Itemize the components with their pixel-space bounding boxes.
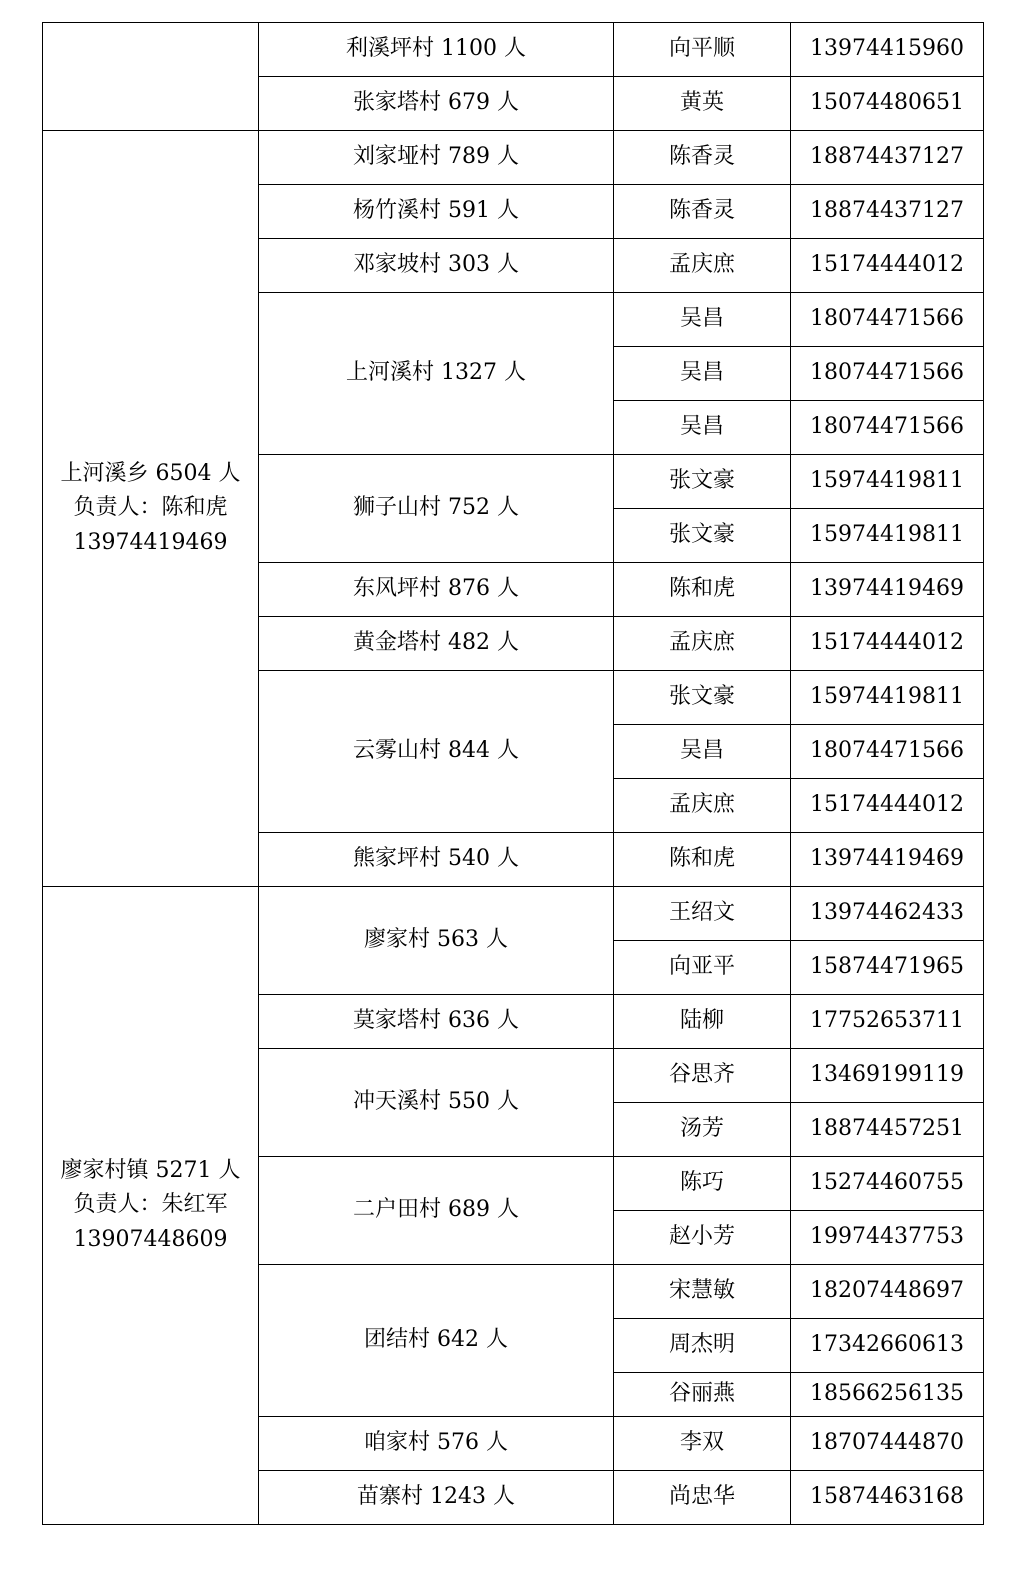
phone-cell: 19974437753 [791, 1211, 984, 1265]
person-cell: 吴昌 [614, 725, 791, 779]
village-cell: 莫家塔村 636 人 [259, 995, 614, 1049]
phone-cell: 15974419811 [791, 455, 984, 509]
phone-cell: 15974419811 [791, 509, 984, 563]
person-cell: 张文豪 [614, 671, 791, 725]
table-row [43, 131, 984, 185]
village-cell: 廖家村 563 人 [259, 887, 614, 995]
phone-cell: 13974462433 [791, 887, 984, 941]
person-cell: 孟庆庶 [614, 239, 791, 293]
phone-cell: 17342660613 [791, 1319, 984, 1373]
town-cell [43, 131, 259, 887]
village-cell: 利溪坪村 1100 人 [259, 23, 614, 77]
town-leader: 负责人：陈和虎 [73, 495, 228, 521]
phone-cell: 15074480651 [791, 77, 984, 131]
village-cell: 东风坪村 876 人 [259, 563, 614, 617]
town-cell [43, 23, 259, 131]
phone-cell: 18707444870 [791, 1417, 984, 1471]
phone-cell: 18566256135 [791, 1373, 984, 1417]
village-cell: 熊家坪村 540 人 [259, 833, 614, 887]
table-row [43, 887, 984, 941]
table-row [43, 23, 984, 77]
village-cell: 咱家村 576 人 [259, 1417, 614, 1471]
person-cell: 赵小芳 [614, 1211, 791, 1265]
person-cell: 陆柳 [614, 995, 791, 1049]
village-cell: 邓家坡村 303 人 [259, 239, 614, 293]
person-cell: 陈香灵 [614, 131, 791, 185]
person-cell: 吴昌 [614, 347, 791, 401]
person-cell: 黄英 [614, 77, 791, 131]
person-cell: 吴昌 [614, 293, 791, 347]
phone-cell: 15174444012 [791, 617, 984, 671]
contact-table [42, 22, 984, 1525]
phone-cell: 15274460755 [791, 1157, 984, 1211]
phone-cell: 18207448697 [791, 1265, 984, 1319]
person-cell: 张文豪 [614, 509, 791, 563]
person-cell: 向平顺 [614, 23, 791, 77]
phone-cell: 15874463168 [791, 1471, 984, 1525]
town-name: 上河溪乡 6504 人 [60, 461, 241, 487]
person-cell: 陈香灵 [614, 185, 791, 239]
person-cell: 王绍文 [614, 887, 791, 941]
town-leader: 负责人：朱红军 [73, 1192, 228, 1218]
person-cell: 吴昌 [614, 401, 791, 455]
phone-cell: 18874457251 [791, 1103, 984, 1157]
person-cell: 陈和虎 [614, 563, 791, 617]
town-name: 廖家村镇 5271 人 [60, 1158, 241, 1184]
person-cell: 汤芳 [614, 1103, 791, 1157]
person-cell: 宋慧敏 [614, 1265, 791, 1319]
village-cell: 黄金塔村 482 人 [259, 617, 614, 671]
person-cell: 陈巧 [614, 1157, 791, 1211]
phone-cell: 15174444012 [791, 779, 984, 833]
phone-cell: 15874471965 [791, 941, 984, 995]
town-cell [43, 887, 259, 1525]
village-cell: 杨竹溪村 591 人 [259, 185, 614, 239]
person-cell: 周杰明 [614, 1319, 791, 1373]
person-cell: 谷丽燕 [614, 1373, 791, 1417]
village-cell: 冲天溪村 550 人 [259, 1049, 614, 1157]
phone-cell: 13469199119 [791, 1049, 984, 1103]
person-cell: 孟庆庶 [614, 617, 791, 671]
village-cell: 张家塔村 679 人 [259, 77, 614, 131]
phone-cell: 15974419811 [791, 671, 984, 725]
phone-cell: 17752653711 [791, 995, 984, 1049]
phone-cell: 13974419469 [791, 833, 984, 887]
phone-cell: 18074471566 [791, 347, 984, 401]
village-cell: 团结村 642 人 [259, 1265, 614, 1417]
village-cell: 云雾山村 844 人 [259, 671, 614, 833]
phone-cell: 18074471566 [791, 725, 984, 779]
phone-cell: 18074471566 [791, 401, 984, 455]
village-cell: 苗寨村 1243 人 [259, 1471, 614, 1525]
person-cell: 孟庆庶 [614, 779, 791, 833]
person-cell: 陈和虎 [614, 833, 791, 887]
person-cell: 向亚平 [614, 941, 791, 995]
village-cell: 二户田村 689 人 [259, 1157, 614, 1265]
person-cell: 张文豪 [614, 455, 791, 509]
phone-cell: 18074471566 [791, 293, 984, 347]
phone-cell: 18874437127 [791, 131, 984, 185]
phone-cell: 13974415960 [791, 23, 984, 77]
town-phone: 13907448609 [73, 1226, 228, 1252]
phone-cell: 13974419469 [791, 563, 984, 617]
person-cell: 尚忠华 [614, 1471, 791, 1525]
village-cell: 刘家垭村 789 人 [259, 131, 614, 185]
person-cell: 李双 [614, 1417, 791, 1471]
village-cell: 狮子山村 752 人 [259, 455, 614, 563]
phone-cell: 18874437127 [791, 185, 984, 239]
phone-cell: 15174444012 [791, 239, 984, 293]
town-phone: 13974419469 [73, 529, 228, 555]
village-cell: 上河溪村 1327 人 [259, 293, 614, 455]
person-cell: 谷思齐 [614, 1049, 791, 1103]
